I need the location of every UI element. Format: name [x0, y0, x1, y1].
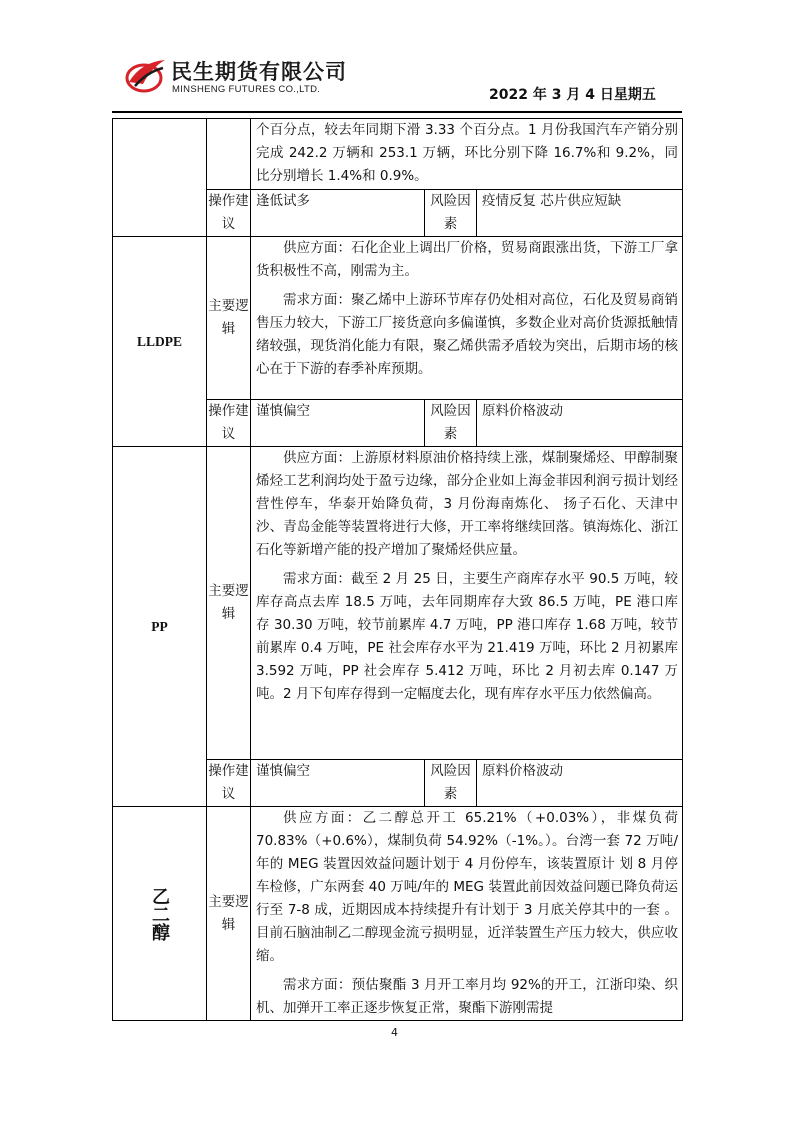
risk-label: 风险因素: [425, 400, 477, 447]
company-name-cn: 民生期货有限公司: [171, 60, 347, 84]
table-row: [113, 119, 683, 190]
page-number: 4: [391, 1026, 398, 1039]
report-date: 2022 年 3 月 4 日星期五: [489, 87, 656, 103]
risk-value: 疫情反复 芯片供应短缺: [477, 190, 683, 237]
logic-paragraph: 个百分点，较去年同期下滑 3.33 个百分点。1 月份我国汽车产销分别完成 242.2 万辆和 253.1 万辆，环比分别下降 16.7%和 9.2%，同比分别增长 1.4%和 0.9%。: [256, 122, 678, 184]
supply-paragraph: 供应方面：石化企业上调出厂价格，贸易商跟涨出货，下游工厂拿货积极性不高，刚需为主。: [256, 240, 678, 279]
supply-paragraph: 供应方面：乙二醇总开工 65.21%（+0.03%），非煤负荷 70.83%（+0.6%），煤制负荷 54.92%（-1%。）。台湾一套 72 万吨/年的 MEG 装置因效益问题计划于 4 月份停车，该装置原计 划 8 月停车检修，广东两套 40 万吨/年的 MEG 装置此前因效益问题已降负荷运行至 7-8 成，近期因成本持续提升有计划于 3 月底关停其中的一套 。目前石脑油制乙二醇现金流亏损明显，近洋装置生产压力较大，供应收缩。: [256, 810, 678, 964]
supply-paragraph: 供应方面：上游原材料原油价格持续上涨，煤制聚烯烃、甲醇制聚烯烃工艺利润均处于盈亏边缘，部分企业如上海金菲因利润亏损计划经营性停车，华泰开始降负荷，3 月份海南炼化、 扬子石化、天津中沙、青岛金能等装置将进行大修，开工率将继续回落。镇海炼化、浙江石化等新增产能的投产增加了聚烯烃供应量。: [256, 450, 678, 558]
op-value: 逢低试多: [251, 190, 425, 237]
category-lldpe: LLDPE: [113, 237, 207, 447]
category-eg: [113, 807, 207, 1021]
op-value: 谨慎偏空: [251, 760, 425, 807]
header-rule: [112, 111, 682, 113]
table-row: [113, 447, 683, 760]
company-name-en: MINSHENG FUTURES CO.,LTD.: [172, 84, 321, 95]
logic-label: 主要逻辑: [207, 447, 251, 760]
op-value: 谨慎偏空: [251, 400, 425, 447]
op-label: 操作建议: [207, 760, 251, 807]
demand-paragraph: 需求方面：聚乙烯中上游环节库存仍处相对高位，石化及贸易商销售压力较大，下游工厂接货意向多偏谨慎，多数企业对高价货源抵触情绪较强，现货消化能力有限，聚乙烯供需矛盾较为突出，后期市场的核心在于下游的春季补库预期。: [256, 292, 678, 377]
logic-label: 主要逻辑: [207, 807, 251, 1021]
logic-text-cell: [251, 119, 683, 190]
page-header: [0, 0, 794, 110]
category-pp: PP: [113, 447, 207, 807]
category-eg-label: 乙二醇: [150, 886, 170, 941]
analysis-table: [112, 118, 683, 1021]
risk-value: 原料价格波动: [477, 400, 683, 447]
minsheng-logo-icon: [125, 56, 167, 96]
company-logo: [125, 56, 365, 102]
op-label: 操作建议: [207, 400, 251, 447]
logic-text-cell: [251, 807, 683, 1021]
demand-paragraph: 需求方面：截至 2 月 25 日，主要生产商库存水平 90.5 万吨，较库存高点去库 18.5 万吨，去年同期库存大致 86.5 万吨，PE 港口库存 30.30 万吨，较节前累库 4.7 万吨，PP 港口库存 1.68 万吨，较节前累库 0.4 万吨，PE 社会库存水平为 21.419 万吨，环比 2 月初累库 3.592 万吨，PP 社会库存 5.412 万吨，环比 2 月初去库 0.147 万吨。2 月下旬库存得到一定幅度去化，现有库存水平压力依然偏高。: [256, 571, 678, 702]
op-label: 操作建议: [207, 190, 251, 237]
table-row: [113, 807, 683, 1021]
logic-label: 主要逻辑: [207, 237, 251, 400]
demand-paragraph: 需求方面：预估聚酯 3 月开工率月均 92%的开工，江浙印染、织机、加弹开工率正逐步恢复正常，聚酯下游刚需提: [256, 977, 678, 1016]
logic-text-cell: [251, 237, 683, 400]
category-cell-continued: [113, 119, 207, 237]
logic-label-cell: [207, 119, 251, 190]
logic-text-cell: [251, 447, 683, 760]
risk-label: 风险因素: [425, 190, 477, 237]
table-row: [113, 237, 683, 400]
risk-value: 原料价格波动: [477, 760, 683, 807]
risk-label: 风险因素: [425, 760, 477, 807]
